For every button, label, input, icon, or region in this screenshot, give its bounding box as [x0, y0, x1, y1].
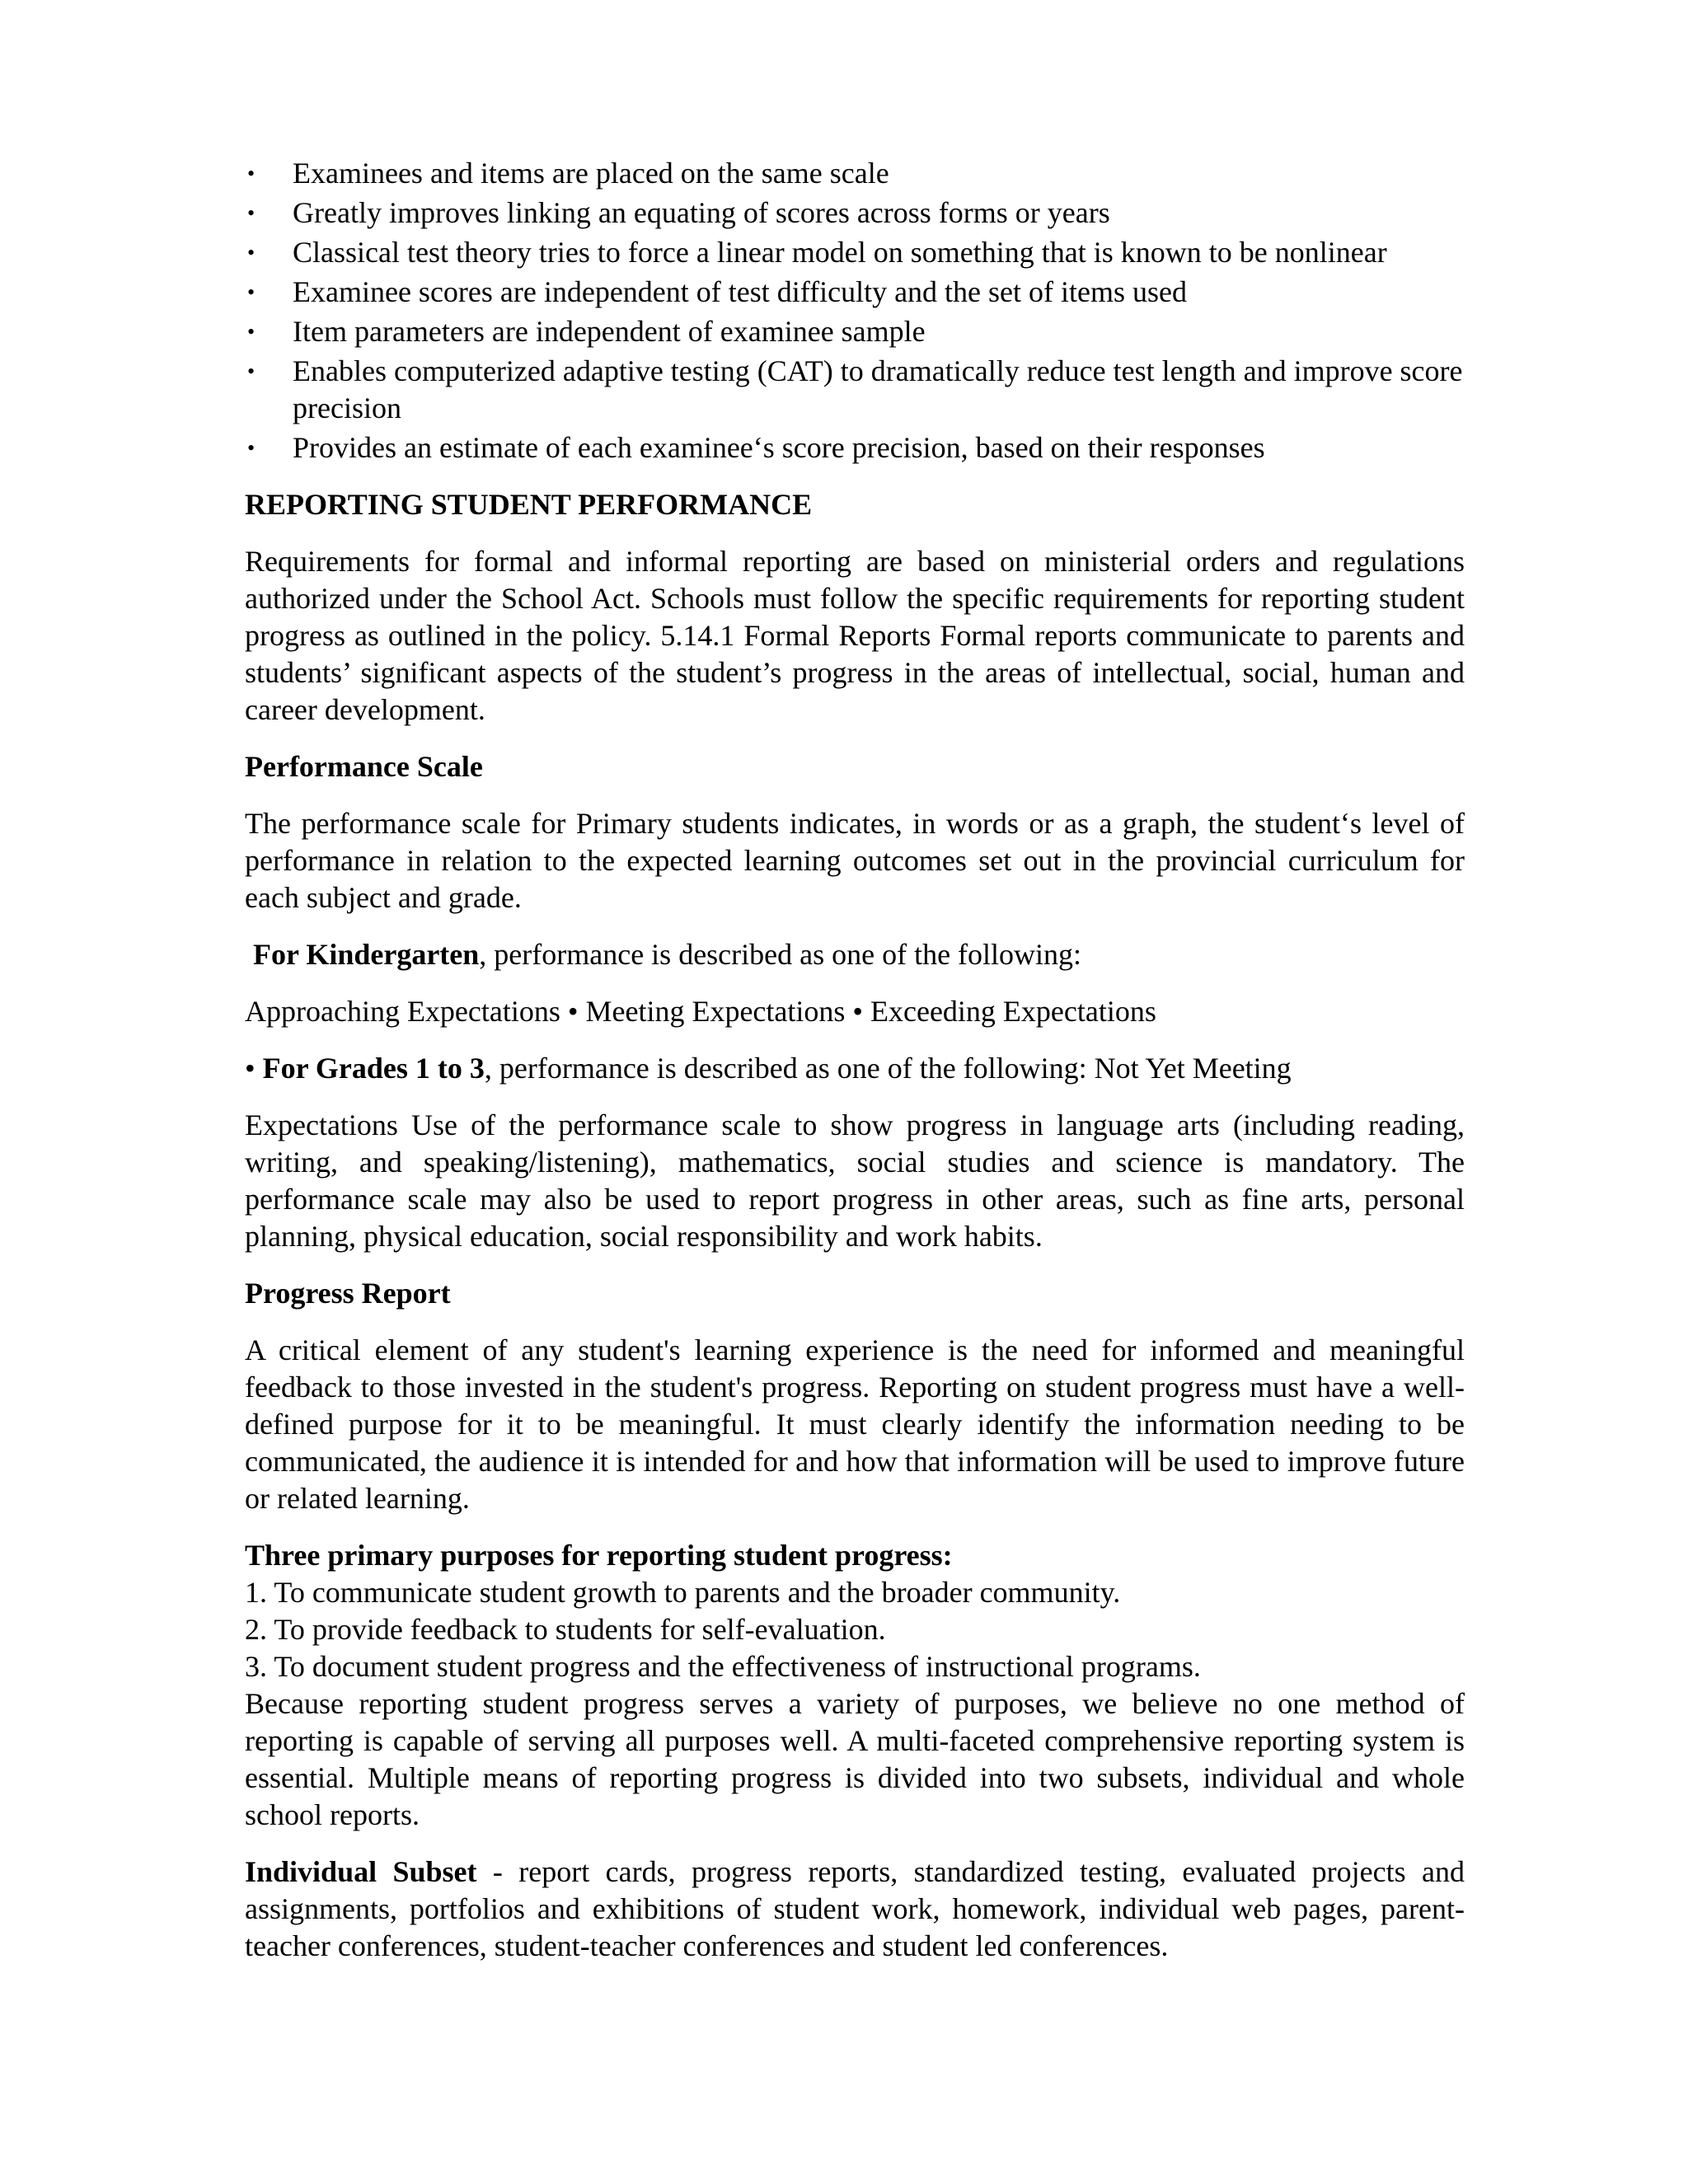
grades-line — [245, 1050, 1465, 1087]
reporting-heading: REPORTING STUDENT PERFORMANCE — [245, 488, 813, 521]
grades-text: , performance is described as one of the following: Not Yet Meeting — [484, 1052, 1292, 1085]
kindergarten-levels: Approaching Expectations • Meeting Expectations • Exceeding Expectations — [245, 995, 1156, 1028]
bullet-icon: • — [247, 201, 256, 225]
list-item — [245, 429, 1465, 466]
expectations-paragraph: Expectations Use of the performance scale to show progress in language arts (including reading, writing, and speaking/listening), mathematics, social studies and science is mandatory. The performance scale may also be used to report progress in other areas, such as fine arts, personal planning, physical education, social responsibility and work habits. — [245, 1108, 1465, 1253]
purposes-heading: Three primary purposes for reporting student progress: — [245, 1539, 953, 1572]
progress-report-paragraph: A critical element of any student's learning experience is the need for informed and meaningful feedback to those invested in the student's progress. Reporting on student progress must have a well-defined purpose for it to be meaningful. It must clearly identify the information needing to be communicated, the audience it is intended for and how that information will be used to improve future or related learning. — [245, 1333, 1465, 1515]
list-item — [245, 194, 1465, 232]
list-item-text: Classical test theory tries to force a linear model on something that is known to be nonlinear — [293, 236, 1387, 269]
performance-scale-heading: Performance Scale — [245, 750, 483, 783]
list-item — [245, 313, 1465, 350]
irt-advantages-list — [245, 155, 1465, 466]
list-item-text: Examinees and items are placed on the same scale — [293, 157, 889, 190]
kindergarten-line — [245, 936, 1465, 973]
list-item — [245, 155, 1465, 192]
purposes-list — [245, 1574, 1465, 1685]
bullet-icon: • — [247, 241, 256, 265]
list-item-text: Examinee scores are independent of test difficulty and the set of items used — [293, 275, 1187, 308]
bullet-icon: • — [247, 162, 256, 185]
individual-subset-label: Individual Subset — [245, 1855, 477, 1888]
bullet-icon: • — [247, 280, 256, 304]
reporting-paragraph: Requirements for formal and informal reporting are based on ministerial orders and regulations authorized under the School Act. Schools must follow the specific requirements for reporting student progress as outlined in the policy. 5.14.1 Formal Reports Formal reports communicate to parents and students’ significant aspects of the student’s progress in the areas of intellectual, social, human and career development. — [245, 545, 1465, 726]
document-page — [245, 155, 1465, 1965]
progress-report-heading: Progress Report — [245, 1277, 451, 1310]
individual-subset-paragraph — [245, 1854, 1465, 1965]
list-item: 1. To communicate student growth to parents and the broader community. — [245, 1576, 1121, 1609]
kindergarten-label: For Kindergarten — [253, 938, 480, 971]
list-item-text: Provides an estimate of each examinee‘s score precision, based on their responses — [293, 431, 1265, 464]
bullet-icon: • — [247, 320, 256, 344]
kindergarten-text: , performance is described as one of the following: — [479, 938, 1082, 971]
grades-bullet: • — [245, 1052, 263, 1085]
bullet-icon: • — [247, 436, 256, 460]
list-item-text: Item parameters are independent of examinee sample — [293, 315, 926, 348]
list-item: 2. To provide feedback to students for self-evaluation. — [245, 1613, 886, 1646]
list-item — [245, 353, 1465, 427]
list-item-text: Greatly improves linking an equating of scores across forms or years — [293, 196, 1110, 229]
individual-subset-text: - report cards, progress reports, standardized testing, evaluated projects and assignments, portfolios and exhibitions of student work, homework, individual web pages, parent-teacher conferences, student-teacher conferences and student led conferences. — [245, 1855, 1465, 1962]
list-item-text: Enables computerized adaptive testing (CAT) to dramatically reduce test length and improve score precision — [293, 354, 1463, 424]
performance-scale-paragraph: The performance scale for Primary students indicates, in words or as a graph, the student‘s level of performance in relation to the expected learning outcomes set out in the provincial curriculum for each subject and grade. — [245, 807, 1465, 914]
bullet-icon: • — [247, 359, 256, 383]
list-item — [245, 274, 1465, 311]
list-item — [245, 234, 1465, 271]
grades-label: For Grades 1 to 3 — [262, 1052, 485, 1085]
purposes-paragraph: Because reporting student progress serves a variety of purposes, we believe no one method of reporting is capable of serving all purposes well. A multi-faceted comprehensive reporting system is essential. Multiple means of reporting progress is divided into two subsets, individual and whole school reports. — [245, 1687, 1465, 1831]
list-item: 3. To document student progress and the effectiveness of instructional programs. — [245, 1650, 1201, 1683]
